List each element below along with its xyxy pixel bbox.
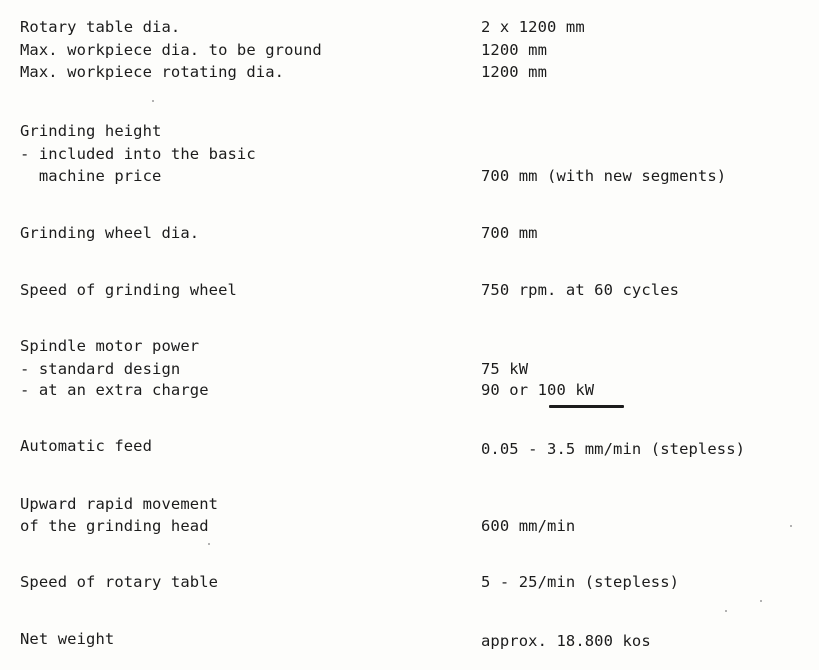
label-grinding-head: of the grinding head: [20, 517, 209, 535]
label-max-workpiece-ground: Max. workpiece dia. to be ground: [20, 41, 322, 59]
value-grinding-wheel-dia: 700 mm: [481, 224, 538, 242]
value-rotary-table-dia: 2 x 1200 mm: [481, 18, 585, 36]
label-grinding-height: Grinding height: [20, 122, 162, 140]
label-included-basic: - included into the basic: [20, 145, 256, 163]
scan-speck: [760, 600, 762, 602]
value-grinding-height: 700 mm (with new segments): [481, 167, 727, 185]
value-automatic-feed: 0.05 - 3.5 mm/min (stepless): [481, 440, 746, 458]
value-net-weight: approx. 18.800 kos: [481, 632, 651, 650]
label-speed-grinding-wheel: Speed of grinding wheel: [20, 281, 237, 299]
label-standard-design: - standard design: [20, 360, 181, 378]
label-rotary-table-dia: Rotary table dia.: [20, 18, 181, 36]
scan-speck: [152, 100, 154, 102]
label-extra-charge: - at an extra charge: [20, 381, 209, 399]
value-speed-rotary-table: 5 - 25/min (stepless): [481, 573, 680, 591]
label-upward-rapid: Upward rapid movement: [20, 495, 219, 513]
label-speed-rotary-table: Speed of rotary table: [20, 573, 219, 591]
label-net-weight: Net weight: [20, 630, 115, 648]
label-max-workpiece-rotating: Max. workpiece rotating dia.: [20, 63, 285, 81]
label-grinding-wheel-dia: Grinding wheel dia.: [20, 224, 200, 242]
value-extra-charge: 90 or 100 kW: [481, 381, 595, 399]
value-max-workpiece-ground: 1200 mm: [481, 41, 548, 59]
scan-speck: [725, 610, 727, 612]
handwritten-underline: [549, 405, 624, 408]
value-speed-grinding-wheel: 750 rpm. at 60 cycles: [481, 281, 680, 299]
label-automatic-feed: Automatic feed: [20, 437, 153, 455]
value-standard-design: 75 kW: [481, 360, 529, 378]
scan-speck: [790, 525, 792, 527]
value-upward-rapid: 600 mm/min: [481, 517, 576, 535]
label-machine-price: machine price: [20, 167, 162, 185]
value-max-workpiece-rotating: 1200 mm: [481, 63, 548, 81]
label-spindle-motor-power: Spindle motor power: [20, 337, 200, 355]
scan-speck: [208, 543, 210, 545]
